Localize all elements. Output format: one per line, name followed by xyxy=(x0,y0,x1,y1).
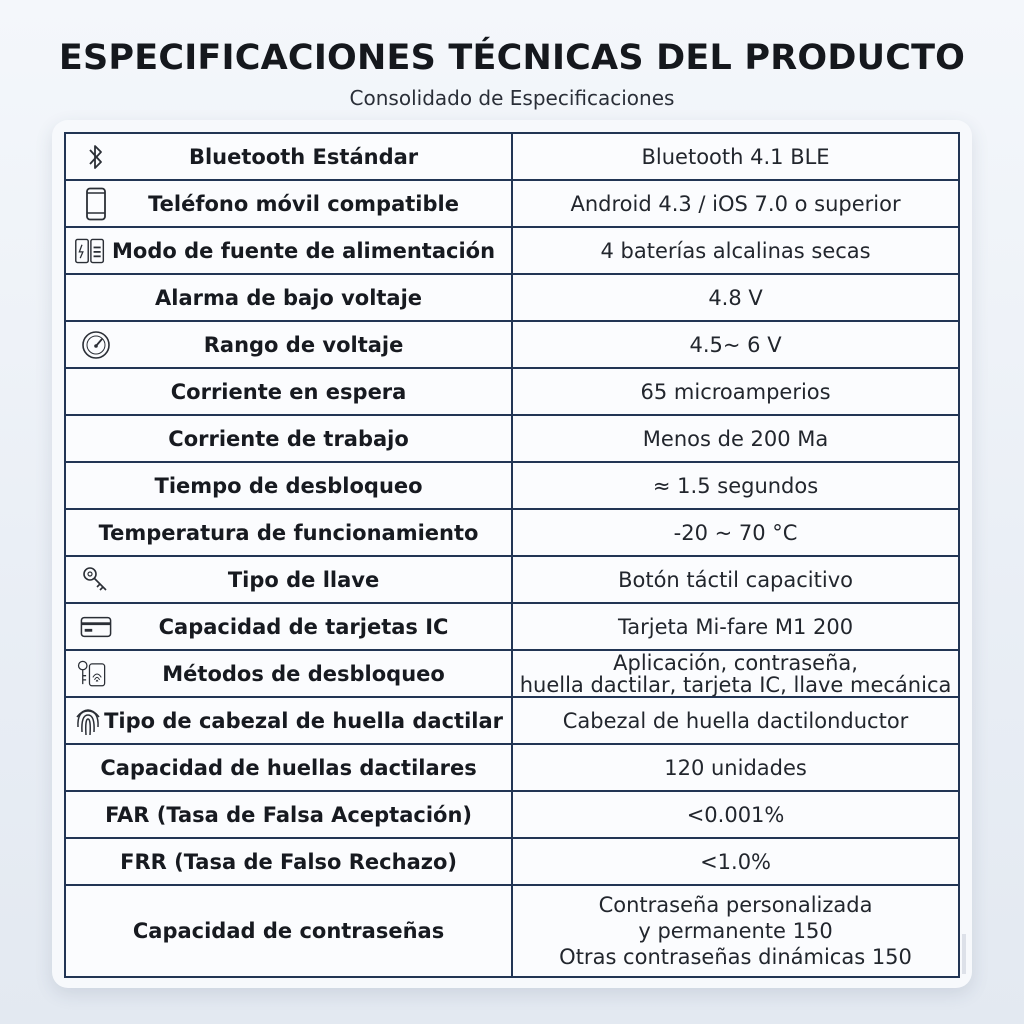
table-row xyxy=(65,556,959,603)
spec-label: Capacidad de huellas dactilares xyxy=(65,744,512,791)
spec-value: Menos de 200 Ma xyxy=(512,415,959,462)
bluetooth-icon xyxy=(80,141,112,173)
spec-label: Corriente en espera xyxy=(65,368,512,415)
spec-label: Rango de voltaje xyxy=(65,321,512,368)
spec-label: Modo de fuente de alimentación xyxy=(65,227,512,274)
table-row xyxy=(65,462,959,509)
spec-value: Contraseña personalizada y permanente 150 Otras contraseñas dinámicas 150 xyxy=(512,885,959,977)
spec-value: 4.5~ 6 V xyxy=(512,321,959,368)
table-row xyxy=(65,603,959,650)
smartphone-icon xyxy=(80,188,112,220)
spec-value: 120 unidades xyxy=(512,744,959,791)
spec-value: <0.001% xyxy=(512,791,959,838)
key-icon xyxy=(80,564,112,596)
spec-label: Teléfono móvil compatible xyxy=(65,180,512,227)
table-row xyxy=(65,321,959,368)
table-row xyxy=(65,650,959,697)
keys-fingerprint-icon xyxy=(76,658,108,690)
spec-table xyxy=(64,132,960,978)
table-row xyxy=(65,368,959,415)
spec-value: Android 4.3 / iOS 7.0 o superior xyxy=(512,180,959,227)
spec-value: -20 ~ 70 °C xyxy=(512,509,959,556)
table-row xyxy=(65,227,959,274)
spec-value: 4.8 V xyxy=(512,274,959,321)
spec-label: Corriente de trabajo xyxy=(65,415,512,462)
spec-label: Tipo de cabezal de huella dactilar xyxy=(65,697,512,744)
spec-value: ≈ 1.5 segundos xyxy=(512,462,959,509)
table-row xyxy=(65,509,959,556)
gauge-icon xyxy=(80,329,112,361)
table-row xyxy=(65,791,959,838)
card-icon xyxy=(80,611,112,643)
spec-label: Bluetooth Estándar xyxy=(65,133,512,180)
spec-value: Botón táctil capacitivo xyxy=(512,556,959,603)
spec-label: Tipo de llave xyxy=(65,556,512,603)
spec-label: Tiempo de desbloqueo xyxy=(65,462,512,509)
spec-label: Métodos de desbloqueo xyxy=(65,650,512,697)
corner-mark xyxy=(946,934,966,974)
spec-value: Tarjeta Mi-fare M1 200 xyxy=(512,603,959,650)
battery-icon xyxy=(74,235,106,267)
spec-value: <1.0% xyxy=(512,838,959,885)
spec-label: FRR (Tasa de Falso Rechazo) xyxy=(65,838,512,885)
spec-value: 65 microamperios xyxy=(512,368,959,415)
table-row xyxy=(65,885,959,977)
fingerprint-icon xyxy=(72,705,104,737)
spec-label: FAR (Tasa de Falsa Aceptación) xyxy=(65,791,512,838)
page-subtitle: Consolidado de Especificaciones xyxy=(349,86,675,110)
spec-value: Bluetooth 4.1 BLE xyxy=(512,133,959,180)
table-row xyxy=(65,415,959,462)
table-row xyxy=(65,697,959,744)
table-row xyxy=(65,180,959,227)
spec-value: 4 baterías alcalinas secas xyxy=(512,227,959,274)
table-row xyxy=(65,274,959,321)
spec-label: Capacidad de contraseñas xyxy=(65,885,512,977)
page-title: ESPECIFICACIONES TÉCNICAS DEL PRODUCTO xyxy=(58,38,966,78)
spec-value: Aplicación, contraseña, huella dactilar, tarjeta IC, llave mecánica xyxy=(512,650,959,697)
table-row xyxy=(65,744,959,791)
spec-label: Alarma de bajo voltaje xyxy=(65,274,512,321)
table-row xyxy=(65,838,959,885)
table-row xyxy=(65,133,959,180)
spec-value: Cabezal de huella dactilonductor xyxy=(512,697,959,744)
spec-label: Capacidad de tarjetas IC xyxy=(65,603,512,650)
spec-label: Temperatura de funcionamiento xyxy=(65,509,512,556)
